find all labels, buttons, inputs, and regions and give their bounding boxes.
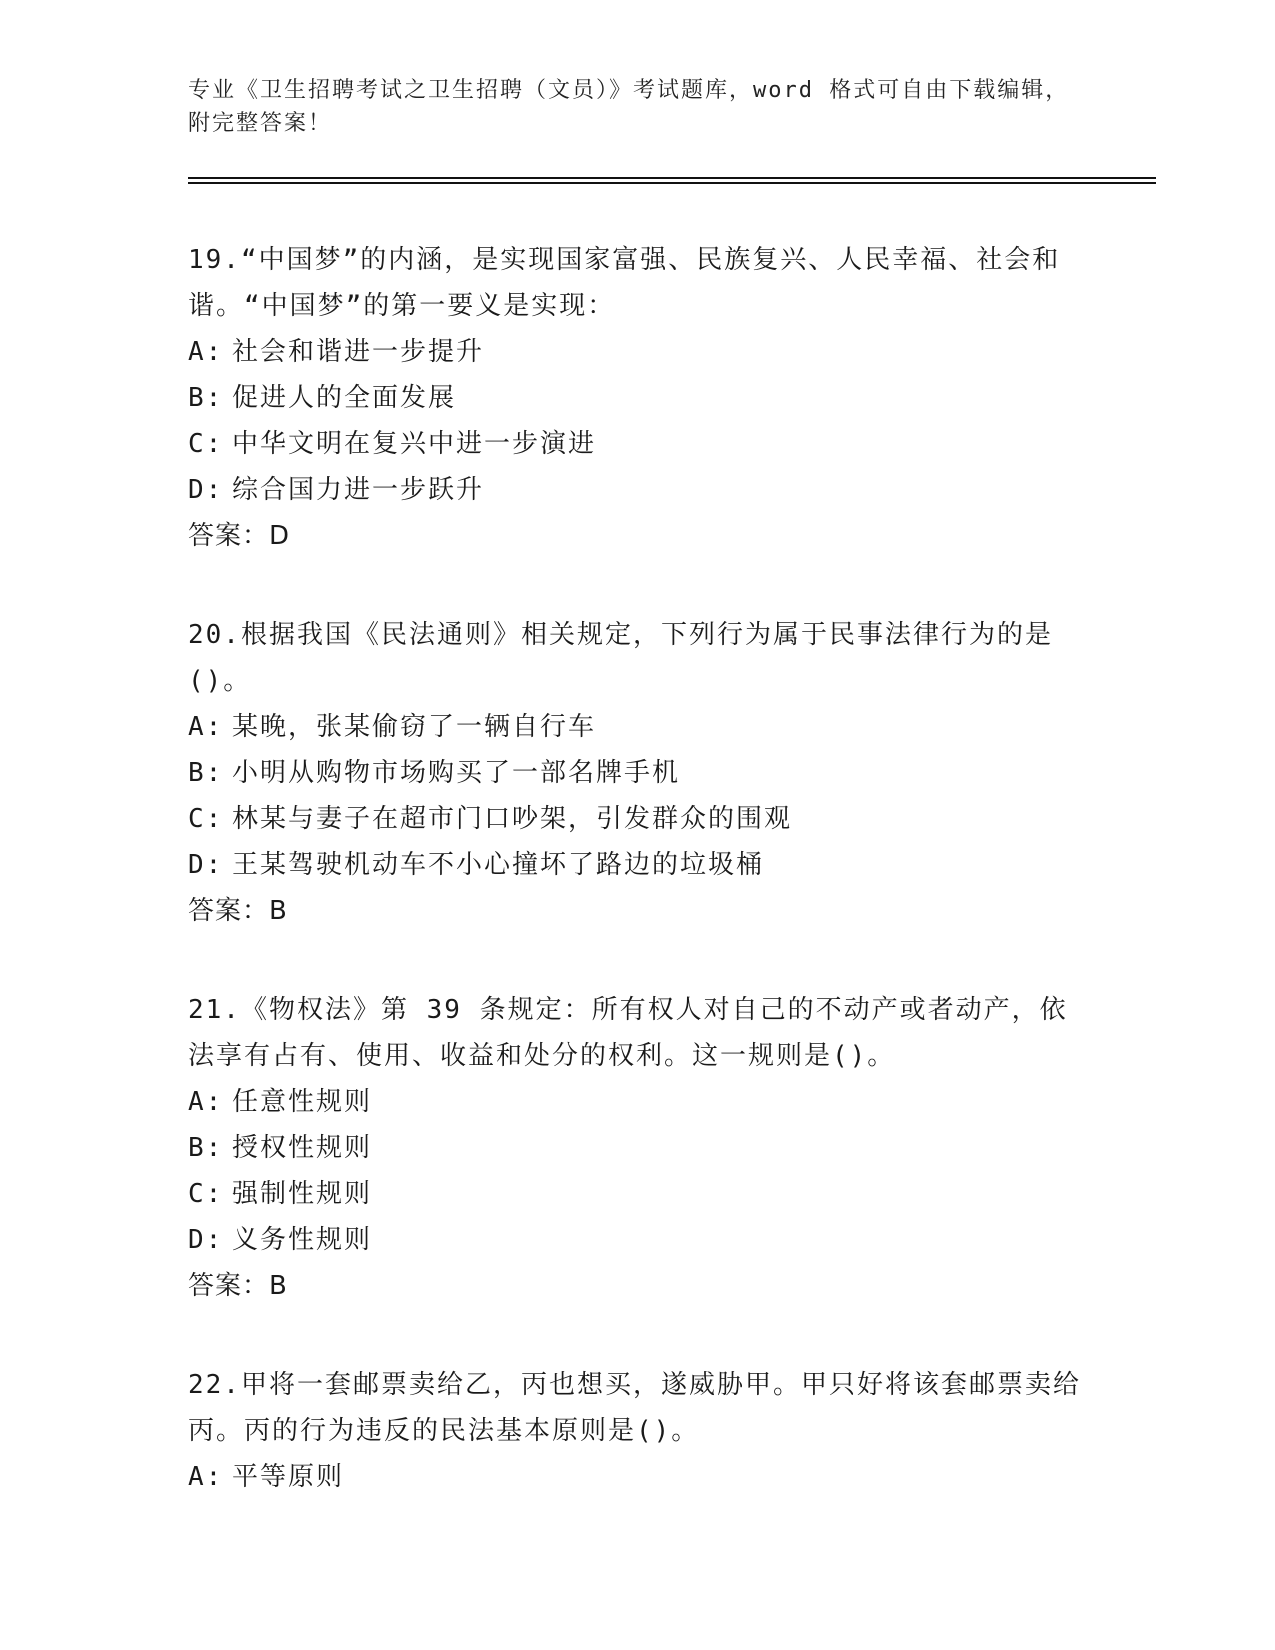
document-header: 专业《卫生招聘考试之卫生招聘（文员）》考试题库，word 格式可自由下载编辑，附完整答案！ bbox=[188, 78, 1070, 136]
question-text: 22.甲将一套邮票卖给乙，丙也想买，遂威胁甲。甲只好将该套邮票卖给丙。丙的行为违反的民法基本原则是()。 bbox=[188, 1370, 1081, 1446]
option-key: A: bbox=[188, 1462, 224, 1492]
question-text: 20.根据我国《民法通则》相关规定，下列行为属于民事法律行为的是()。 bbox=[188, 620, 1053, 696]
option-a bbox=[188, 1454, 1088, 1500]
question-20 bbox=[188, 612, 1088, 934]
option-c bbox=[188, 1171, 1088, 1217]
option-key: D: bbox=[188, 1225, 224, 1255]
header-divider bbox=[188, 177, 1156, 187]
option-text: 林某与妻子在超市门口吵架，引发群众的围观 bbox=[232, 804, 793, 834]
option-text: 义务性规则 bbox=[232, 1225, 373, 1255]
option-a bbox=[188, 704, 1088, 750]
option-d bbox=[188, 842, 1088, 888]
option-key: C: bbox=[188, 804, 224, 834]
option-a bbox=[188, 329, 1088, 375]
option-text: 任意性规则 bbox=[232, 1087, 373, 1117]
question-text: 21.《物权法》第 39 条规定：所有权人对自己的不动产或者动产，依法享有占有、使用、收益和处分的权利。这一规则是()。 bbox=[188, 995, 1068, 1071]
option-text: 促进人的全面发展 bbox=[232, 383, 457, 413]
answer-line: 答案：B bbox=[188, 1271, 288, 1301]
option-text: 强制性规则 bbox=[232, 1179, 373, 1209]
option-text: 平等原则 bbox=[232, 1462, 345, 1492]
option-b bbox=[188, 750, 1088, 796]
option-key: A: bbox=[188, 337, 224, 367]
question-21 bbox=[188, 987, 1088, 1309]
option-c bbox=[188, 421, 1088, 467]
option-b bbox=[188, 1125, 1088, 1171]
divider-line bbox=[188, 177, 1156, 179]
option-text: 王某驾驶机动车不小心撞坏了路边的垃圾桶 bbox=[232, 850, 765, 880]
question-19 bbox=[188, 237, 1088, 559]
divider-line bbox=[188, 182, 1156, 184]
option-b bbox=[188, 375, 1088, 421]
option-text: 中华文明在复兴中进一步演进 bbox=[232, 429, 597, 459]
option-key: D: bbox=[188, 850, 224, 880]
option-text: 社会和谐进一步提升 bbox=[232, 337, 485, 367]
option-c bbox=[188, 796, 1088, 842]
option-key: A: bbox=[188, 712, 224, 742]
option-key: B: bbox=[188, 1133, 224, 1163]
option-a bbox=[188, 1079, 1088, 1125]
option-key: B: bbox=[188, 383, 224, 413]
option-key: A: bbox=[188, 1087, 224, 1117]
option-text: 某晚，张某偷窃了一辆自行车 bbox=[232, 712, 597, 742]
option-key: B: bbox=[188, 758, 224, 788]
option-key: C: bbox=[188, 429, 224, 459]
option-d bbox=[188, 467, 1088, 513]
option-d bbox=[188, 1217, 1088, 1263]
question-list bbox=[188, 237, 1088, 1553]
option-text: 综合国力进一步跃升 bbox=[232, 475, 485, 505]
option-text: 小明从购物市场购买了一部名牌手机 bbox=[232, 758, 681, 788]
answer-line: 答案：D bbox=[188, 521, 291, 551]
option-text: 授权性规则 bbox=[232, 1133, 373, 1163]
option-key: D: bbox=[188, 475, 224, 505]
question-text: 19.“中国梦”的内涵，是实现国家富强、民族复兴、人民幸福、社会和谐。“中国梦”的第一要义是实现： bbox=[188, 245, 1061, 321]
answer-line: 答案：B bbox=[188, 896, 288, 926]
option-key: C: bbox=[188, 1179, 224, 1209]
question-22 bbox=[188, 1362, 1088, 1500]
